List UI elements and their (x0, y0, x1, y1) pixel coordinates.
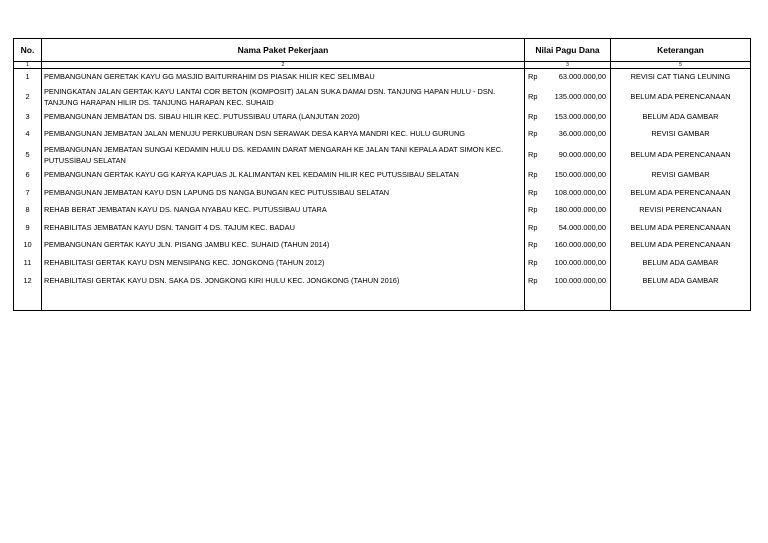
amount: 100.000.000,00 (547, 254, 611, 272)
table-row (14, 219, 751, 237)
table-footer-space (14, 290, 751, 311)
project-name: REHABILITASI GERTAK KAYU DSN. SAKA DS. JONGKONG KIRI HULU KEC. JONGKONG (TAHUN 2016) (42, 272, 525, 290)
amount: 180.000.000,00 (547, 202, 611, 219)
header-name: Nama Paket Pekerjaan (42, 39, 525, 62)
table-row (14, 254, 751, 272)
amount: 54.000.000,00 (547, 219, 611, 237)
remark: REVISI GAMBAR (611, 125, 751, 143)
remark: BELUM ADA PERENCANAAN (611, 143, 751, 167)
currency: Rp (525, 69, 547, 85)
amount: 160.000.000,00 (547, 237, 611, 254)
table-row (14, 109, 751, 125)
header-pagu: Nilai Pagu Dana (525, 39, 611, 62)
project-name: PEMBANGUNAN GERTAK KAYU JLN. PISANG JAMBU KEC. SUHAID (TAHUN 2014) (42, 237, 525, 254)
remark: REVISI CAT TIANG LEUNING (611, 69, 751, 85)
filler-cell (611, 290, 751, 311)
header-row (14, 39, 751, 62)
amount: 135.000.000,00 (547, 85, 611, 109)
colnum-name: 2 (42, 62, 525, 69)
currency: Rp (525, 202, 547, 219)
column-number-row (14, 62, 751, 69)
project-name: REHAB BERAT JEMBATAN KAYU DS. NANGA NYABAU KEC. PUTUSSIBAU UTARA (42, 202, 525, 219)
remark: BELUM ADA PERENCANAAN (611, 85, 751, 109)
table-row (14, 125, 751, 143)
amount: 153.000.000,00 (547, 109, 611, 125)
table-row (14, 143, 751, 167)
currency: Rp (525, 167, 547, 184)
amount: 150.000.000,00 (547, 167, 611, 184)
project-name: PEMBANGUNAN JEMBATAN SUNGAI KEDAMIN HULU DS. KEDAMIN DARAT MENGARAH KE JALAN TANI KEPALA ADAT SIMON KEC. PUTUSSIBAU SELATAN (42, 143, 525, 167)
project-name: REHABILITAS JEMBATAN KAYU DSN. TANGIT 4 DS. TAJUM KEC. BADAU (42, 219, 525, 237)
amount: 108.000.000,00 (547, 184, 611, 202)
colnum-pagu: 3 (525, 62, 611, 69)
table-row (14, 272, 751, 290)
remark: REVISI GAMBAR (611, 167, 751, 184)
row-number: 11 (14, 254, 42, 272)
row-number: 1 (14, 69, 42, 85)
currency: Rp (525, 184, 547, 202)
colnum-ket: 5 (611, 62, 751, 69)
row-number: 4 (14, 125, 42, 143)
remark: BELUM ADA PERENCANAAN (611, 219, 751, 237)
row-number: 5 (14, 143, 42, 167)
header-ket: Keterangan (611, 39, 751, 62)
currency: Rp (525, 237, 547, 254)
remark: BELUM ADA GAMBAR (611, 272, 751, 290)
project-name: PEMBANGUNAN GERETAK KAYU GG MASJID BAITURRAHIM DS PIASAK HILIR KEC SELIMBAU (42, 69, 525, 85)
amount: 90.000.000,00 (547, 143, 611, 167)
remark: BELUM ADA GAMBAR (611, 109, 751, 125)
row-number: 9 (14, 219, 42, 237)
currency: Rp (525, 109, 547, 125)
currency: Rp (525, 272, 547, 290)
amount: 100.000.000,00 (547, 272, 611, 290)
amount: 63.000.000,00 (547, 69, 611, 85)
row-number: 7 (14, 184, 42, 202)
row-number: 6 (14, 167, 42, 184)
table-row (14, 69, 751, 85)
remark: BELUM ADA PERENCANAAN (611, 184, 751, 202)
row-number: 10 (14, 237, 42, 254)
project-name: PEMBANGUNAN JEMBATAN JALAN MENUJU PERKUBURAN DSN SERAWAK DESA KARYA MANDRI KEC. HULU GURUNG (42, 125, 525, 143)
project-name: PEMBANGUNAN GERTAK KAYU GG KARYA KAPUAS JL KALIMANTAN KEL KEDAMIN HILIR KEC PUTUSSIBAU SELATAN (42, 167, 525, 184)
project-name: PEMBANGUNAN JEMBATAN DS. SIBAU HILIR KEC. PUTUSSIBAU UTARA (LANJUTAN 2020) (42, 109, 525, 125)
project-name: PEMBANGUNAN JEMBATAN KAYU DSN LAPUNG DS NANGA BUNGAN KEC PUTUSSIBAU SELATAN (42, 184, 525, 202)
remark: REVISI PERENCANAAN (611, 202, 751, 219)
filler-cell (525, 290, 611, 311)
currency: Rp (525, 85, 547, 109)
header-no: No. (14, 39, 42, 62)
amount: 36.000.000,00 (547, 125, 611, 143)
table-row (14, 167, 751, 184)
row-number: 12 (14, 272, 42, 290)
currency: Rp (525, 219, 547, 237)
project-table (13, 38, 751, 311)
row-number: 8 (14, 202, 42, 219)
remark: BELUM ADA GAMBAR (611, 254, 751, 272)
table-row (14, 237, 751, 254)
row-number: 2 (14, 85, 42, 109)
table-row (14, 85, 751, 109)
currency: Rp (525, 143, 547, 167)
filler-cell (14, 290, 42, 311)
remark: BELUM ADA PERENCANAAN (611, 237, 751, 254)
project-name: REHABILITASI GERTAK KAYU DSN MENSIPANG KEC. JONGKONG (TAHUN 2012) (42, 254, 525, 272)
filler-cell (42, 290, 525, 311)
currency: Rp (525, 254, 547, 272)
currency: Rp (525, 125, 547, 143)
project-name: PENINGKATAN JALAN GERTAK KAYU LANTAI COR BETON (KOMPOSIT) JALAN SUKA DAMAI DSN. TANJUNG HAPAN HULU - DSN. TANJUNG HARAPAN HILIR DS. TANJUNG HARAPAN KEC. SUHAID (42, 85, 525, 109)
colnum-no: 1 (14, 62, 42, 69)
row-number: 3 (14, 109, 42, 125)
table-row (14, 202, 751, 219)
table-row (14, 184, 751, 202)
